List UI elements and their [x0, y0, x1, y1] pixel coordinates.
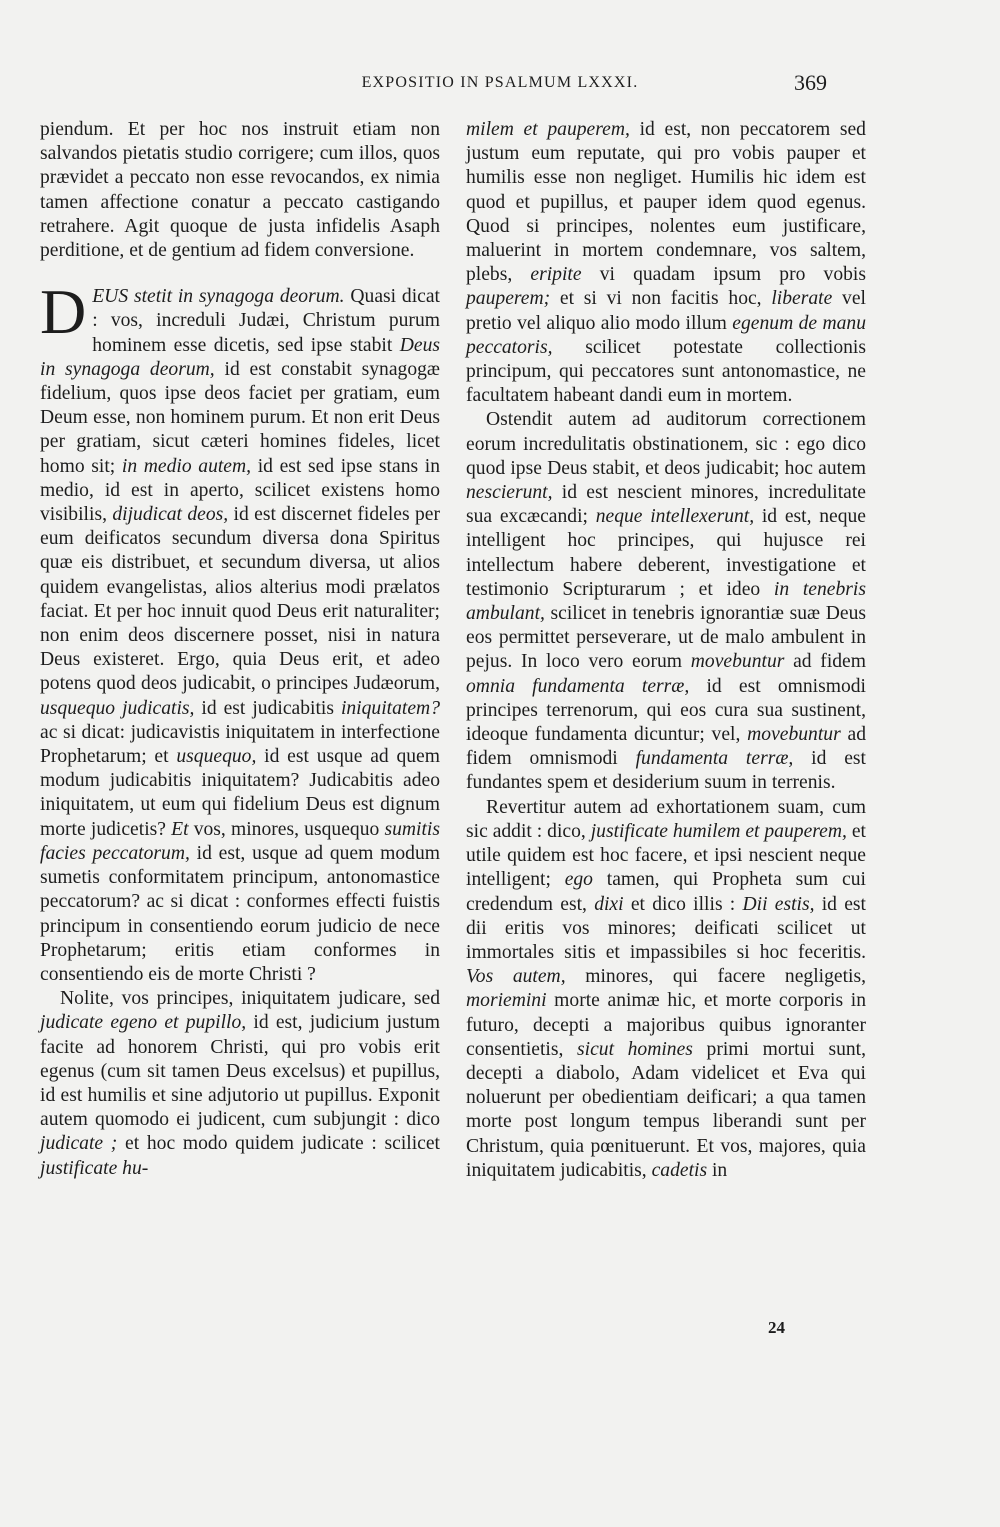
signature-mark: 24	[768, 1318, 785, 1337]
paragraph: Ostendit autem ad auditorum correctionem eorum incredulitatis obstinationem, sic : ego dico quod ipse Deus stabit, et deos judicabit; hoc autem nescierunt, id est nescient minores, incredulitate sua excæcandi; neque intellexerunt, id est, neque intelligent hoc principes, qui hujusce rei intellectum habere deberent, investigatione et testimonio Scripturarum ; et ideo in tenebris ambulant, scilicet in tenebris ignorantiæ suæ Deus eos permittet perseverare, ut de malo ambulent in pejus. In loco vero eorum movebuntur ad fidem omnia fundamenta terræ, id est omnismodi principes terrenorum, qui eos cura sua sustinent, ideoque fundamenta dicuntur; vel, movebuntur ad fidem omnismodi fundamenta terræ, id est fundantes spem et desiderium suum in terrenis.	[466, 409, 867, 794]
left-column	[40, 118, 440, 1181]
page-number: 369	[794, 70, 827, 95]
page-header	[40, 70, 960, 100]
right-column	[466, 118, 866, 1183]
paragraph: milem et pauperem, id est, non peccatorem sed justum eum reputate, qui pro vobis pauper et humilis esse non negliget. Humilis hic idem est quod et pupillus, et pauper idem quod egenus. Quod si principes, nolentes eum justificare, maluerint in mortem condemnare, vos saltem, plebs, eripite vi quadam ipsum pro vobis pauperem; et si vi non facitis hoc, liberate vel pretio vel aliquo alio modo illum egenum de manu peccatoris, scilicet potestate collectionis principum, qui peccatores sunt antonomastice, ne facultatem habeant dandi eum in mortem.	[466, 119, 867, 407]
paragraph: Revertitur autem ad exhortationem suam, cum sic addit : dico, justificate humilem et pauperem, et utile quidem est hoc facere, et ipsi nescient neque intelligent; ego tamen, qui Propheta sum cui credendum est, dixi et dico illis : Dii estis, id est dii eritis vos minores; deificati scilicet ut immortales sitis et impassibiles si hoc feceritis. Vos autem, minores, qui facere negligetis, moriemini morte animæ hic, et morte corporis in futuro, decepti a majoribus quibus ignoranter consentietis, sicut homines primi mortui sunt, decepti a diabolo, Adam videlicet et Eva qui noluerunt per obedientiam deificari; a qua tamen morte post longum tempus liberandi sunt per Christum, quia pœnituerunt. Et vos, majores, quia iniquitatem judicabitis, cadetis in	[466, 796, 866, 1181]
paragraph: Nolite, vos principes, iniquitatem judicare, sed judicate egeno et pupillo, id est, judicium justum facite ad honorem Christi, qui pro vobis erit egenus (cum sit tamen Deus excelsus) et pupillus, id est humilis et sine adjutorio ut pupillus. Exponit autem quomodo ei judicent, cum subjungit : dico judicate ; et hoc modo quidem judicate : scilicet justificate hu-	[40, 988, 440, 1179]
paragraph: DEUS stetit in synagoga deorum. Quasi dicat : vos, increduli Judæi, Christum purum hominem esse dicetis, sed ipse stabit Deus in synagoga deorum, id est constabit synagogæ fidelium, quos ipse deos faciet per gratiam, eum Deum esse, non hominem purum. Et non erit Deus per gratiam, sicut cæteri homines fideles, licet homo sit; in medio autem, id est sed ipse stans in medio, id est in aperto, scilicet existens homo visibilis, dijudicat deos, id est discernet fideles per eum deificatos secundum diversa dona Spiritus quæ eis distribuet, et secundum diversa, ut alios quidem evangelistas, alios alterius modi prælatos faciat. Et per hoc innuit quod Deus erit naturaliter; non enim deos discernere posset, nisi in natura Deus existeret. Ergo, quia Deus erit, et adeo potens quod deos judicabit, o principes Judæorum, usquequo judicatis, id est judicabitis iniquitatem? ac si dicat: judicavistis iniquitatem in interfectione Prophetarum; et usquequo, id est usque ad quem modum judicabitis iniquitatem? Judicabitis adeo iniquitatem, ut eum qui fidelium Deus est dignum morte judicetis? Et vos, minores, usquequo sumitis facies peccatorum, id est, usque ad quem modum sumetis conformitatem principum, antonomastice peccatorum? ac si dicat : conformes effecti fuistis principum in consentiendo eorum judicio de nece Prophetarum; eritis etiam conformes in consentiendo eis de morte Christi ?	[40, 276, 441, 985]
drop-cap: D	[40, 276, 87, 348]
paragraph: piendum. Et per hoc nos instruit etiam non salvandos pietatis studio corrigere; cum illos, quos prævidet a peccato non esse revocandos, ex nimia tamen affectione conatur a peccato castigando retrahere. Agit quoque de justa infidelis Asaph perditione, et de gentium ad fidem conversione.	[40, 119, 440, 262]
running-title: EXPOSITIO IN PSALMUM LXXXI.	[361, 74, 639, 91]
